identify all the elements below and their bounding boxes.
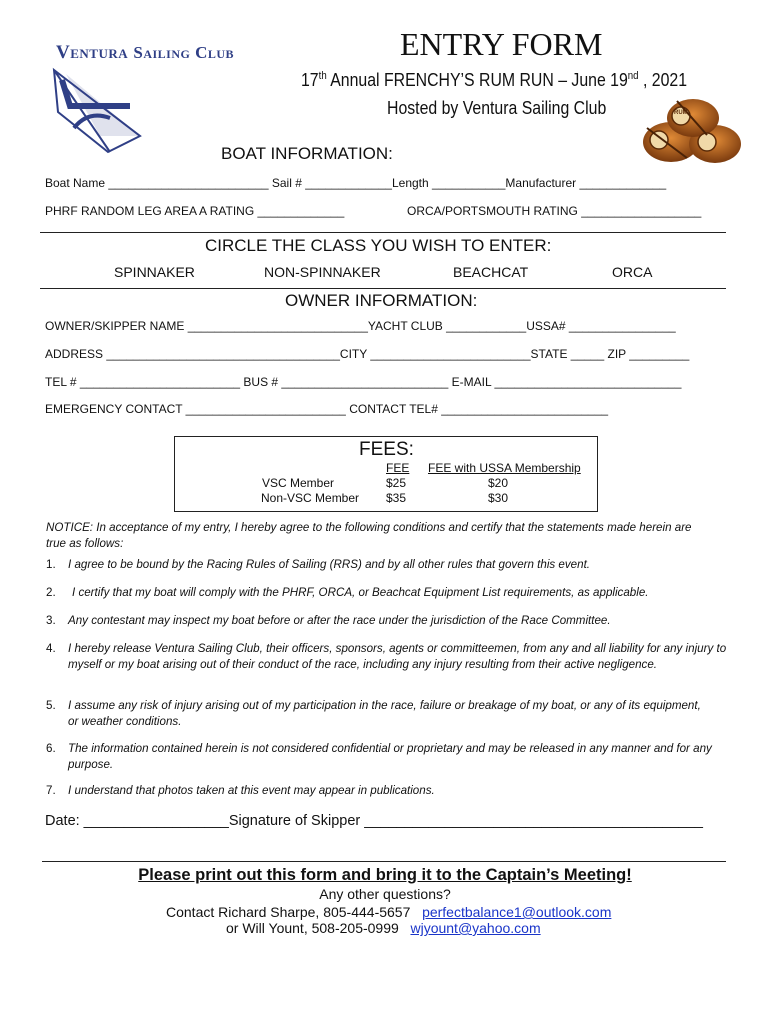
notice-item-number: 6. <box>46 742 56 755</box>
barrel-label: RUM <box>674 110 688 116</box>
email-link-2[interactable]: wjyount@yahoo.com <box>410 920 541 936</box>
class-option-non-spinnaker: NON-SPINNAKER <box>264 264 381 280</box>
notice-item-number: 1. <box>46 558 56 571</box>
notice-item <box>46 641 736 673</box>
owner-info-row-2: ADDRESS ___________________________________CITY ________________________STATE _____ ZIP _________ <box>45 347 690 361</box>
fees-heading: FEES: <box>359 439 414 460</box>
class-option-beachcat: BEACHCAT <box>453 264 529 280</box>
event-name: Annual FRENCHY’S RUM RUN – June 19 <box>326 70 628 90</box>
owner-info-heading: OWNER INFORMATION: <box>285 291 478 310</box>
rum-barrels-image <box>637 96 745 166</box>
notice-item-number: 2. <box>46 586 56 599</box>
class-option-orca: ORCA <box>612 264 653 280</box>
class-heading: CIRCLE THE CLASS YOU WISH TO ENTER: <box>205 236 552 255</box>
owner-info-row-3: TEL # ________________________ BUS # _________________________ E-MAIL ____________________________ <box>45 375 682 389</box>
logo-line2: Sailing Club <box>133 43 235 62</box>
hosted-by: Hosted by Ventura Sailing Club <box>387 98 607 118</box>
notice-item-text: Any contestant may inspect my boat before or after the race under the jurisdiction of the Race Committee. <box>68 614 611 627</box>
notice-item <box>46 585 736 601</box>
fees-row-fee: $25 <box>386 476 407 490</box>
event-number: 17 <box>301 70 319 90</box>
fees-row-ussa: $20 <box>488 476 509 490</box>
notice-item <box>46 783 736 799</box>
event-date-suffix: nd <box>627 70 639 82</box>
event-title <box>301 70 687 91</box>
fees-col-fee: FEE <box>386 461 410 475</box>
notice-item-text: I hereby release Ventura Sailing Club, their officers, sponsors, agents or committeemen, from any and all liability for any injury to myself or my boat arising out of their conduct of the race, including any injury resulting from their active negligence. <box>68 642 727 671</box>
email-link-1[interactable]: perfectbalance1@outlook.com <box>422 904 612 920</box>
orca-rating-field: ORCA/PORTSMOUTH RATING __________________ <box>407 204 702 218</box>
contact-name-1: Contact Richard Sharpe, 805-444-5657 <box>166 904 411 920</box>
fees-row-label: Non-VSC Member <box>261 491 360 505</box>
contact-name-2: or Will Yount, 508-205-0999 <box>226 920 399 936</box>
page-title: ENTRY FORM <box>400 26 603 62</box>
notice-item-number: 3. <box>46 614 56 627</box>
notice-item <box>46 557 736 573</box>
footer-questions: Any other questions? <box>319 886 451 902</box>
notice-item <box>46 698 706 730</box>
boat-info-heading: BOAT INFORMATION: <box>221 144 393 163</box>
notice-item-text: I assume any risk of injury arising out of my participation in the race, failure or breakage of my boat, or any of its equipment, or weather conditions. <box>68 699 701 728</box>
fees-row-fee: $35 <box>386 491 407 505</box>
signature-line: Date: __________________Signature of Skipper __________________________________________ <box>45 813 703 829</box>
notice-item-text: The information contained herein is not considered confidential or proprietary and may be released in any manner and for any purpose. <box>68 742 712 771</box>
notice-item-text: I agree to be bound by the Racing Rules of Sailing (RRS) and by all other rules that govern this event. <box>68 558 591 571</box>
notice-item-number: 4. <box>46 642 56 655</box>
divider <box>42 861 726 862</box>
notice-item-number: 5. <box>46 699 56 712</box>
fees-row-ussa: $30 <box>488 491 509 505</box>
notice-item-text: I understand that photos taken at this event may appear in publications. <box>68 784 435 797</box>
class-option-spinnaker: SPINNAKER <box>114 264 195 280</box>
fees-row-label: VSC Member <box>262 476 335 490</box>
boat-info-row-1: Boat Name ________________________ Sail # _____________Length ___________Manufacturer _____________ <box>45 176 667 190</box>
divider <box>40 232 726 233</box>
phrf-rating-field: PHRF RANDOM LEG AREA A RATING _____________ <box>45 204 345 218</box>
club-logo <box>30 40 235 160</box>
notice-item-number: 7. <box>46 784 56 797</box>
notice-intro: NOTICE: In acceptance of my entry, I hereby agree to the following conditions and certify that the statements made herein are true as follows: <box>46 521 692 550</box>
footer-contact-1 <box>166 904 611 920</box>
notice-item <box>46 613 736 629</box>
divider <box>40 288 726 289</box>
fees-col-ussa: FEE with USSA Membership <box>428 461 581 475</box>
notice-item <box>46 741 736 773</box>
owner-info-row-4: EMERGENCY CONTACT ________________________ CONTACT TEL# _________________________ <box>45 402 609 416</box>
footer-contact-2 <box>226 920 541 936</box>
logo-line1: Ventura <box>56 42 129 63</box>
owner-info-row-1: OWNER/SKIPPER NAME ___________________________YACHT CLUB ____________USSA# ________________ <box>45 319 676 333</box>
event-year: , 2021 <box>638 70 688 90</box>
barrel-icon <box>637 96 745 166</box>
footer-callout: Please print out this form and bring it to the Captain’s Meeting! <box>138 866 632 884</box>
notice-item-text: I certify that my boat will comply with the PHRF, ORCA, or Beachcat Equipment List requirements, as applicable. <box>72 586 649 599</box>
event-number-suffix: th <box>318 70 327 82</box>
